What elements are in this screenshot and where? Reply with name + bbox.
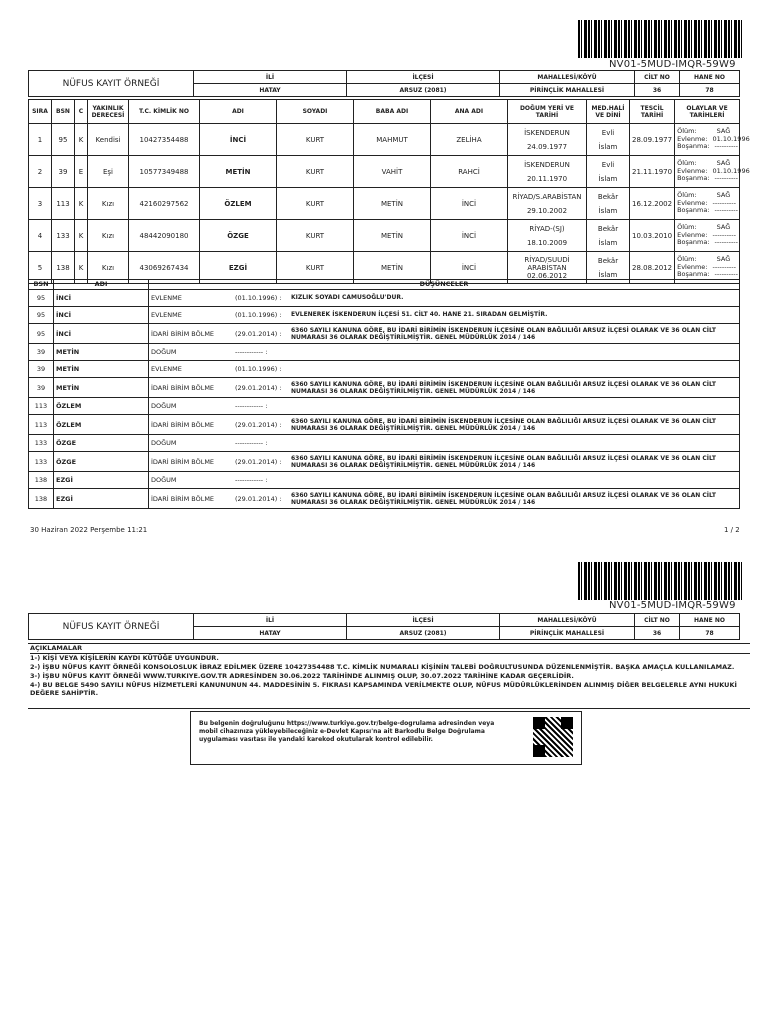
hane-label: HANE NO xyxy=(680,71,740,84)
note-tarih: (01.10.1996) : xyxy=(233,361,289,378)
note-adi: METİN xyxy=(54,361,149,378)
note-bsn: 113 xyxy=(29,415,54,435)
bosanma-value: ---------- xyxy=(714,174,738,183)
bsn-cell: 133 xyxy=(52,220,75,252)
soyadi-cell: KURT xyxy=(277,156,354,188)
bosanma-label: Boşanma: xyxy=(677,270,710,279)
note-olay: İDARİ BİRİM BÖLME xyxy=(149,324,234,344)
il-label: İLİ xyxy=(194,71,347,84)
note-olay: DOĞUM xyxy=(149,435,234,452)
ilce-label: İLÇESİ xyxy=(347,71,500,84)
adi-cell: ÖZLEM xyxy=(200,188,277,220)
note-aciklama: KIZLIK SOYADI CAMUSOĞLU'DUR. xyxy=(289,290,740,307)
olum-value: SAĞ xyxy=(716,127,731,136)
note-tarih: (29.01.2014) : xyxy=(233,378,289,398)
qr-code-icon xyxy=(533,717,573,757)
col-c: C xyxy=(75,100,88,124)
note-bsn: 113 xyxy=(29,398,54,415)
print-date: 30 Haziran 2022 Perşembe 11:21 xyxy=(30,526,148,534)
ilce-label: İLÇESİ xyxy=(347,614,500,627)
dogum-tarihi: 20.11.1970 xyxy=(526,174,568,183)
col-medeni: MED.HALİ VE DİNİ xyxy=(587,100,630,124)
cilt-label: CİLT NO xyxy=(635,71,680,84)
note-aciklama xyxy=(289,344,740,361)
olum-label: Ölüm: xyxy=(677,127,697,136)
hane-value: 78 xyxy=(680,84,740,97)
verification-box xyxy=(190,711,582,765)
olaylar-cell xyxy=(675,220,740,252)
notes-col-adi: ADI xyxy=(54,280,149,290)
table-row xyxy=(29,188,740,220)
note-aciklama: EVLENEREK İSKENDERUN İLÇESİ 51. CİLT 40. HANE 21. SIRADAN GELMİŞTİR. xyxy=(289,307,740,324)
bosanma-label: Boşanma: xyxy=(677,174,710,183)
medeni-cell xyxy=(587,156,630,188)
note-aciklama xyxy=(289,398,740,415)
ana-cell: İNCİ xyxy=(431,252,508,284)
yakinlik-cell: Eşi xyxy=(88,156,129,188)
mahalle-value: PİRİNÇLİK MAHALLESİ xyxy=(500,627,635,640)
bosanma-label: Boşanma: xyxy=(677,206,710,215)
document-number: NV01-5MUD-IMQR-59W9 xyxy=(609,600,736,611)
ana-cell: İNCİ xyxy=(431,220,508,252)
cinsiyet-cell: K xyxy=(75,220,88,252)
col-sira: SIRA xyxy=(29,100,52,124)
bsn-cell: 138 xyxy=(52,252,75,284)
col-olaylar: OLAYLAR VE TARİHLERİ xyxy=(675,100,740,124)
note-bsn: 95 xyxy=(29,307,54,324)
adi-cell: METİN xyxy=(200,156,277,188)
note-aciklama xyxy=(289,472,740,489)
col-tescil: TESCİL TARİHİ xyxy=(630,100,675,124)
header-table-page2 xyxy=(28,613,740,640)
dogum-cell xyxy=(508,124,587,156)
form-title: NÜFUS KAYIT ÖRNEĞİ xyxy=(29,71,194,97)
soyadi-cell: KURT xyxy=(277,220,354,252)
evlenme-value: ---------- xyxy=(712,198,736,207)
yakinlik-cell: Kendisi xyxy=(88,124,129,156)
page-number: 1 / 2 xyxy=(724,526,740,534)
note-tarih: ------------ : xyxy=(233,398,289,415)
medeni-hal: Bekâr xyxy=(597,256,619,265)
note-olay: İDARİ BİRİM BÖLME xyxy=(149,489,234,509)
tc-cell: 10577349488 xyxy=(129,156,200,188)
table-row xyxy=(29,220,740,252)
tc-cell: 48442090180 xyxy=(129,220,200,252)
note-aciklama: 6360 SAYILI KANUNA GÖRE, BU İDARİ BİRİMİN İSKENDERUN İLÇESİNE OLAN BAĞLILIĞI ARSUZ İLÇESİ OLARAK VE 36 OLAN CİLT NUMARASI 36 OLARAK DEĞİŞTİRİLMİŞTİR. GENEL MÜDÜRLÜK 2014 / 146 xyxy=(289,378,740,398)
dogum-yeri: RİYAD/SUUDİ ARABİSTAN xyxy=(524,255,570,272)
cilt-value: 36 xyxy=(635,627,680,640)
medeni-hal: Bekâr xyxy=(597,224,619,233)
note-adi: ÖZLEM xyxy=(54,398,149,415)
tescil-cell: 16.12.2002 xyxy=(630,188,675,220)
note-olay: DOĞUM xyxy=(149,472,234,489)
note-tarih: (01.10.1996) : xyxy=(233,290,289,307)
note-adi: ÖZLEM xyxy=(54,415,149,435)
baba-cell: MAHMUT xyxy=(354,124,431,156)
bosanma-value: ---------- xyxy=(714,270,738,279)
bsn-cell: 95 xyxy=(52,124,75,156)
notes-col-dusunceler: DÜŞÜNCELER xyxy=(149,280,740,290)
medeni-cell xyxy=(587,124,630,156)
note-adi: ÖZGE xyxy=(54,452,149,472)
soyadi-cell: KURT xyxy=(277,188,354,220)
baba-cell: METİN xyxy=(354,220,431,252)
dogum-cell xyxy=(508,188,587,220)
barcode xyxy=(578,20,743,58)
note-olay: DOĞUM xyxy=(149,398,234,415)
cinsiyet-cell: E xyxy=(75,156,88,188)
evlenme-value: ---------- xyxy=(712,230,736,239)
note-bsn: 138 xyxy=(29,489,54,509)
dogum-cell xyxy=(508,156,587,188)
dogum-tarihi: 18.10.2009 xyxy=(526,238,568,247)
medeni-hal: Bekâr xyxy=(597,192,619,201)
evlenme-value: ---------- xyxy=(712,262,736,271)
olum-label: Ölüm: xyxy=(677,159,697,168)
note-aciklama: 6360 SAYILI KANUNA GÖRE, BU İDARİ BİRİMİN İSKENDERUN İLÇESİNE OLAN BAĞLILIĞI ARSUZ İLÇESİ OLARAK VE 36 OLAN CİLT NUMARASI 36 OLARAK DEĞİŞTİRİLMİŞTİR. GENEL MÜDÜRLÜK 2014 / 146 xyxy=(289,489,740,509)
ilce-value: ARSUZ (2081) xyxy=(347,627,500,640)
cilt-value: 36 xyxy=(635,84,680,97)
bsn-cell: 39 xyxy=(52,156,75,188)
tescil-cell: 28.09.1977 xyxy=(630,124,675,156)
note-row xyxy=(29,452,740,472)
baba-cell: METİN xyxy=(354,252,431,284)
note-bsn: 39 xyxy=(29,344,54,361)
note-row xyxy=(29,415,740,435)
ilce-value: ARSUZ (2081) xyxy=(347,84,500,97)
dogum-cell xyxy=(508,220,587,252)
tescil-cell: 28.08.2012 xyxy=(630,252,675,284)
table-row xyxy=(29,156,740,188)
dogum-yeri: RİYAD-(SJ) xyxy=(529,224,565,233)
cinsiyet-cell: K xyxy=(75,252,88,284)
hane-value: 78 xyxy=(680,627,740,640)
adi-cell: ÖZGE xyxy=(200,220,277,252)
form-title: NÜFUS KAYIT ÖRNEĞİ xyxy=(29,614,194,640)
soyadi-cell: KURT xyxy=(277,252,354,284)
evlenme-label: Evlenme: xyxy=(677,166,708,175)
olaylar-cell xyxy=(675,156,750,188)
din: İslam xyxy=(598,238,618,247)
note-aciklama: 6360 SAYILI KANUNA GÖRE, BU İDARİ BİRİMİN İSKENDERUN İLÇESİNE OLAN BAĞLILIĞI ARSUZ İLÇESİ OLARAK VE 36 OLAN CİLT NUMARASI 36 OLARAK DEĞİŞTİRİLMİŞTİR. GENEL MÜDÜRLÜK 2014 / 146 xyxy=(289,452,740,472)
mahalle-label: MAHALLESİ/KÖYÜ xyxy=(500,71,635,84)
yakinlik-cell: Kızı xyxy=(88,188,129,220)
olum-value: SAĞ xyxy=(716,223,731,232)
note-aciklama: 6360 SAYILI KANUNA GÖRE, BU İDARİ BİRİMİN İSKENDERUN İLÇESİNE OLAN BAĞLILIĞI ARSUZ İLÇESİ OLARAK VE 36 OLAN CİLT NUMARASI 36 OLARAK DEĞİŞTİRİLMİŞTİR. GENEL MÜDÜRLÜK 2014 / 146 xyxy=(289,415,740,435)
medeni-cell xyxy=(587,220,630,252)
bosanma-label: Boşanma: xyxy=(677,142,710,151)
col-ana: ANA ADI xyxy=(431,100,508,124)
olum-value: SAĞ xyxy=(716,191,731,200)
sira-cell: 2 xyxy=(29,156,52,188)
note-bsn: 95 xyxy=(29,290,54,307)
bosanma-value: ---------- xyxy=(714,238,738,247)
ana-cell: İNCİ xyxy=(431,188,508,220)
tc-cell: 42160297562 xyxy=(129,188,200,220)
note-adi: METİN xyxy=(54,344,149,361)
document-number: NV01-5MUD-IMQR-59W9 xyxy=(609,59,736,70)
ana-cell: ZELİHA xyxy=(431,124,508,156)
note-adi: EZGİ xyxy=(54,472,149,489)
olum-label: Ölüm: xyxy=(677,223,697,232)
note-bsn: 39 xyxy=(29,378,54,398)
header-table xyxy=(28,70,740,97)
note-bsn: 95 xyxy=(29,324,54,344)
note-adi: İNCİ xyxy=(54,324,149,344)
col-yakinlik: YAKINLIK DERECESİ xyxy=(88,100,129,124)
baba-cell: VAHİT xyxy=(354,156,431,188)
verification-text: Bu belgenin doğruluğunu https://www.turkiye.gov.tr/belge-dogrulama adresinden veya mobil cihazınıza yükleyebileceğiniz e-Devlet Kapısı'na ait Barkodlu Belge Doğrulama uygulaması vasıtası ile yandaki karekod okutularak kontrol edilebilir. xyxy=(199,720,495,743)
olum-label: Ölüm: xyxy=(677,191,697,200)
aciklamalar-title: AÇIKLAMALAR xyxy=(30,644,83,652)
tescil-cell: 21.11.1970 xyxy=(630,156,675,188)
sira-cell: 5 xyxy=(29,252,52,284)
aciklama-1: 1-) KİŞİ VEYA KİŞİLERİN KAYDI KÜTÜĞE UYGUNDUR. xyxy=(30,653,750,663)
medeni-cell xyxy=(587,188,630,220)
din: İslam xyxy=(598,206,618,215)
dogum-yeri: İSKENDERUN xyxy=(524,160,570,169)
note-tarih: (29.01.2014) : xyxy=(233,415,289,435)
evlenme-label: Evlenme: xyxy=(677,198,708,207)
soyadi-cell: KURT xyxy=(277,124,354,156)
note-tarih: (01.10.1996) : xyxy=(233,307,289,324)
evlenme-value: 01.10.1996 xyxy=(712,134,750,143)
sira-cell: 4 xyxy=(29,220,52,252)
note-row xyxy=(29,398,740,415)
aciklamalar-box xyxy=(28,643,750,709)
note-aciklama xyxy=(289,361,740,378)
col-tc: T.C. KİMLİK NO xyxy=(129,100,200,124)
bosanma-value: ---------- xyxy=(714,142,738,151)
yakinlik-cell: Kızı xyxy=(88,252,129,284)
olum-value: SAĞ xyxy=(716,159,731,168)
adi-cell: EZGİ xyxy=(200,252,277,284)
olum-label: Ölüm: xyxy=(677,255,697,264)
note-aciklama xyxy=(289,435,740,452)
dogum-yeri: İSKENDERUN xyxy=(524,128,570,137)
persons-table xyxy=(28,99,750,284)
note-olay: EVLENME xyxy=(149,290,234,307)
note-olay: DOĞUM xyxy=(149,344,234,361)
medeni-hal: Evli xyxy=(601,128,615,137)
il-value: HATAY xyxy=(194,84,347,97)
olaylar-cell xyxy=(675,124,750,156)
note-olay: İDARİ BİRİM BÖLME xyxy=(149,378,234,398)
note-bsn: 133 xyxy=(29,435,54,452)
aciklama-3: 3-) İŞBU NÜFUS KAYIT ÖRNEĞİ WWW.TURKIYE.GOV.TR ADRESİNDEN 30.06.2022 TARİHİNDE ALINMIŞ OLUP, 30.07.2022 TARİHİNE KADAR GEÇERLİDİR. xyxy=(30,672,574,680)
note-aciklama: 6360 SAYILI KANUNA GÖRE, BU İDARİ BİRİMİN İSKENDERUN İLÇESİNE OLAN BAĞLILIĞI ARSUZ İLÇESİ OLARAK VE 36 OLAN CİLT NUMARASI 36 OLARAK DEĞİŞTİRİLMİŞTİR. GENEL MÜDÜRLÜK 2014 / 146 xyxy=(289,324,740,344)
il-label: İLİ xyxy=(194,614,347,627)
tc-cell: 43069267434 xyxy=(129,252,200,284)
note-tarih: ------------ : xyxy=(233,472,289,489)
note-row xyxy=(29,361,740,378)
aciklama-4: 4-) BU BELGE 5490 SAYILI NÜFUS HİZMETLERİ KANUNUNUN 44. MADDESİNİN 5. FIKRASI KAPSAMINDA VERİLMEKTE OLUP, NÜFUS MÜDÜRLÜKLERİNDEN ALINMIŞ DİĞER BELGELERLE AYNI HUKUKİ DEĞERE SAHİPTİR. xyxy=(30,681,737,697)
note-olay: EVLENME xyxy=(149,307,234,324)
cinsiyet-cell: K xyxy=(75,124,88,156)
note-bsn: 138 xyxy=(29,472,54,489)
note-row xyxy=(29,344,740,361)
mahalle-label: MAHALLESİ/KÖYÜ xyxy=(500,614,635,627)
dogum-yeri: RİYAD/S.ARABİSTAN xyxy=(512,192,582,201)
baba-cell: METİN xyxy=(354,188,431,220)
dogum-tarihi: 24.09.1977 xyxy=(526,142,568,151)
note-olay: İDARİ BİRİM BÖLME xyxy=(149,415,234,435)
medeni-hal: Evli xyxy=(601,160,615,169)
barcode xyxy=(578,562,743,600)
col-dogum: DOĞUM YERİ VE TARİHİ xyxy=(508,100,587,124)
bsn-cell: 113 xyxy=(52,188,75,220)
tescil-cell: 10.03.2010 xyxy=(630,220,675,252)
din: İslam xyxy=(598,174,618,183)
ana-cell: RAHCİ xyxy=(431,156,508,188)
note-row xyxy=(29,435,740,452)
note-tarih: ------------ : xyxy=(233,344,289,361)
il-value: HATAY xyxy=(194,627,347,640)
cilt-label: CİLT NO xyxy=(635,614,680,627)
sira-cell: 1 xyxy=(29,124,52,156)
dogum-tarihi: 29.10.2002 xyxy=(526,206,568,215)
col-adi: ADI xyxy=(200,100,277,124)
note-olay: İDARİ BİRİM BÖLME xyxy=(149,452,234,472)
note-olay: EVLENME xyxy=(149,361,234,378)
din: İslam xyxy=(598,142,618,151)
note-row xyxy=(29,378,740,398)
din: İslam xyxy=(598,270,618,279)
note-adi: EZGİ xyxy=(54,489,149,509)
olum-value: SAĞ xyxy=(716,255,731,264)
bosanma-label: Boşanma: xyxy=(677,238,710,247)
note-row xyxy=(29,472,740,489)
tc-cell: 10427354488 xyxy=(129,124,200,156)
col-baba: BABA ADI xyxy=(354,100,431,124)
sira-cell: 3 xyxy=(29,188,52,220)
note-row xyxy=(29,489,740,509)
dogum-tarihi: 02.06.2012 xyxy=(526,271,568,280)
note-adi: İNCİ xyxy=(54,307,149,324)
note-tarih: ------------ : xyxy=(233,435,289,452)
note-bsn: 133 xyxy=(29,452,54,472)
note-row xyxy=(29,290,740,307)
evlenme-value: 01.10.1996 xyxy=(712,166,750,175)
evlenme-label: Evlenme: xyxy=(677,134,708,143)
note-adi: İNCİ xyxy=(54,290,149,307)
note-row xyxy=(29,324,740,344)
notes-table xyxy=(28,279,740,509)
hane-label: HANE NO xyxy=(680,614,740,627)
note-adi: METİN xyxy=(54,378,149,398)
evlenme-label: Evlenme: xyxy=(677,230,708,239)
bosanma-value: ---------- xyxy=(714,206,738,215)
mahalle-value: PİRİNÇLİK MAHALLESİ xyxy=(500,84,635,97)
note-tarih: (29.01.2014) : xyxy=(233,489,289,509)
yakinlik-cell: Kızı xyxy=(88,220,129,252)
aciklama-2: 2-) İŞBU NÜFUS KAYIT ÖRNEĞİ KONSOLOSLUK İBRAZ EDİLMEK ÜZERE 10427354488 T.C. KİMLİK NUMARALI KİŞİNİN TALEBİ DOĞRULTUSUNDA DÜZENLENMİŞTİR. BAŞKA AMAÇLA KULLANILAMAZ. xyxy=(30,663,735,671)
note-tarih: (29.01.2014) : xyxy=(233,452,289,472)
col-bsn: BSN xyxy=(52,100,75,124)
notes-col-bsn: BSN xyxy=(29,280,54,290)
cinsiyet-cell: K xyxy=(75,188,88,220)
col-soyadi: SOYADI xyxy=(277,100,354,124)
note-tarih: (29.01.2014) : xyxy=(233,324,289,344)
evlenme-label: Evlenme: xyxy=(677,262,708,271)
adi-cell: İNCİ xyxy=(200,124,277,156)
olaylar-cell xyxy=(675,188,740,220)
note-row xyxy=(29,307,740,324)
note-adi: ÖZGE xyxy=(54,435,149,452)
note-bsn: 39 xyxy=(29,361,54,378)
table-row xyxy=(29,124,740,156)
